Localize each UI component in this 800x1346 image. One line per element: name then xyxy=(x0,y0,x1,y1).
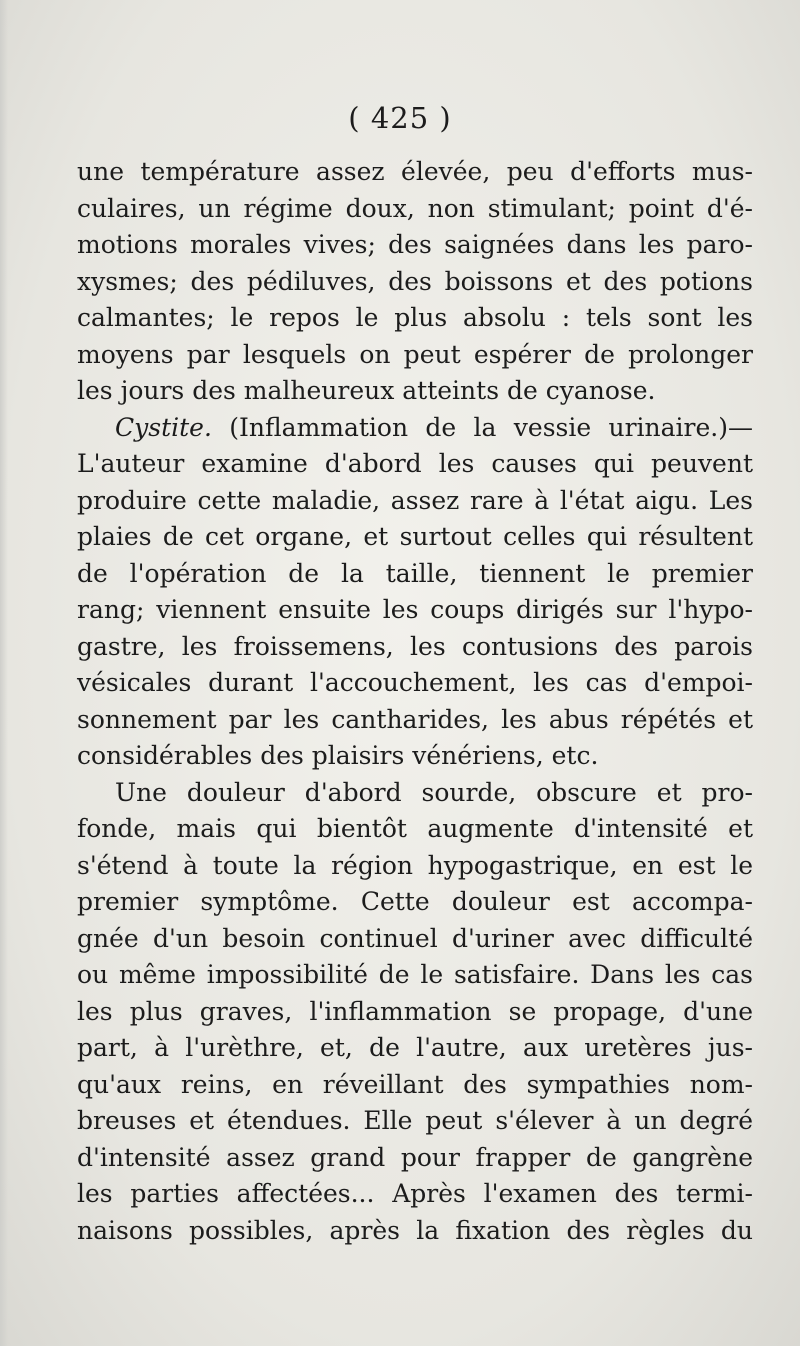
text-line: gastre, les froissemens, les contusions des parois xyxy=(77,631,753,661)
text-line: xysmes; des pédiluves, des boissons et des potions xyxy=(77,266,753,296)
paragraph-3 xyxy=(77,775,753,1250)
page-edge-shadow xyxy=(0,0,8,1346)
text-line: plaies de cet organe, et surtout celles qui résultent xyxy=(77,522,753,551)
text-line: naisons possibles, après la fixation des règles du xyxy=(77,1215,753,1245)
text-line: breuses et étendues. Elle peut s'élever à un degré xyxy=(77,1106,753,1135)
entry-term: Cystite. xyxy=(115,412,212,442)
text-line: calmantes; le repos le plus absolu : tels sont les xyxy=(77,303,753,332)
text-line: gnée d'un besoin continuel d'uriner avec difficulté xyxy=(77,923,753,953)
text-line: s'étend à toute la région hypogastrique, en est le xyxy=(77,850,753,880)
text-line: culaires, un régime doux, non stimulant; point d'é- xyxy=(77,193,753,223)
text-line: les parties affectées... Après l'examen des termi- xyxy=(77,1179,753,1208)
paragraph-2 xyxy=(77,410,753,775)
text-line: L'auteur examine d'abord les causes qui peuvent xyxy=(77,449,753,478)
text-line: fonde, mais qui bientôt augmente d'intensité et xyxy=(77,814,753,843)
text-line: premier symptôme. Cette douleur est accompa- xyxy=(77,887,753,916)
text-line: d'intensité assez grand pour frapper de gangrène xyxy=(77,1142,753,1172)
paragraph-1 xyxy=(77,154,753,410)
text-line: qu'aux reins, en réveillant des sympathies nom- xyxy=(77,1069,753,1099)
text-line: de l'opération de la taille, tiennent le premier xyxy=(77,558,753,588)
text-line: sonnement par les cantharides, les abus répétés et xyxy=(77,704,753,734)
text-line: Une douleur d'abord sourde, obscure et pro- xyxy=(115,777,753,807)
page-number: ( 425 ) xyxy=(348,101,452,135)
text-line: motions morales vives; des saignées dans les paro- xyxy=(77,230,753,259)
text-line: les plus graves, l'inflammation se propage, d'une xyxy=(77,996,753,1026)
text-line: les jours des malheureux atteints de cyanose. xyxy=(77,376,656,405)
text-line-heading xyxy=(77,410,753,447)
body-text xyxy=(77,154,753,1249)
text-line: une température assez élevée, peu d'efforts mus- xyxy=(77,157,753,186)
text-line: rang; viennent ensuite les coups dirigés sur l'hypo- xyxy=(77,595,753,624)
text-line: moyens par lesquels on peut espérer de prolonger xyxy=(77,339,753,369)
text-line: vésicales durant l'accouchement, les cas d'empoi- xyxy=(77,668,753,697)
entry-description: (Inflammation de la vessie urinaire.)— xyxy=(211,412,753,442)
text-line: ou même impossibilité de le satisfaire. Dans les cas xyxy=(77,960,753,989)
text-line: considérables des plaisirs vénériens, etc. xyxy=(77,741,599,770)
text-line: part, à l'urèthre, et, de l'autre, aux uretères jus- xyxy=(77,1033,753,1062)
text-line: produire cette maladie, assez rare à l'état aigu. Les xyxy=(77,485,753,515)
